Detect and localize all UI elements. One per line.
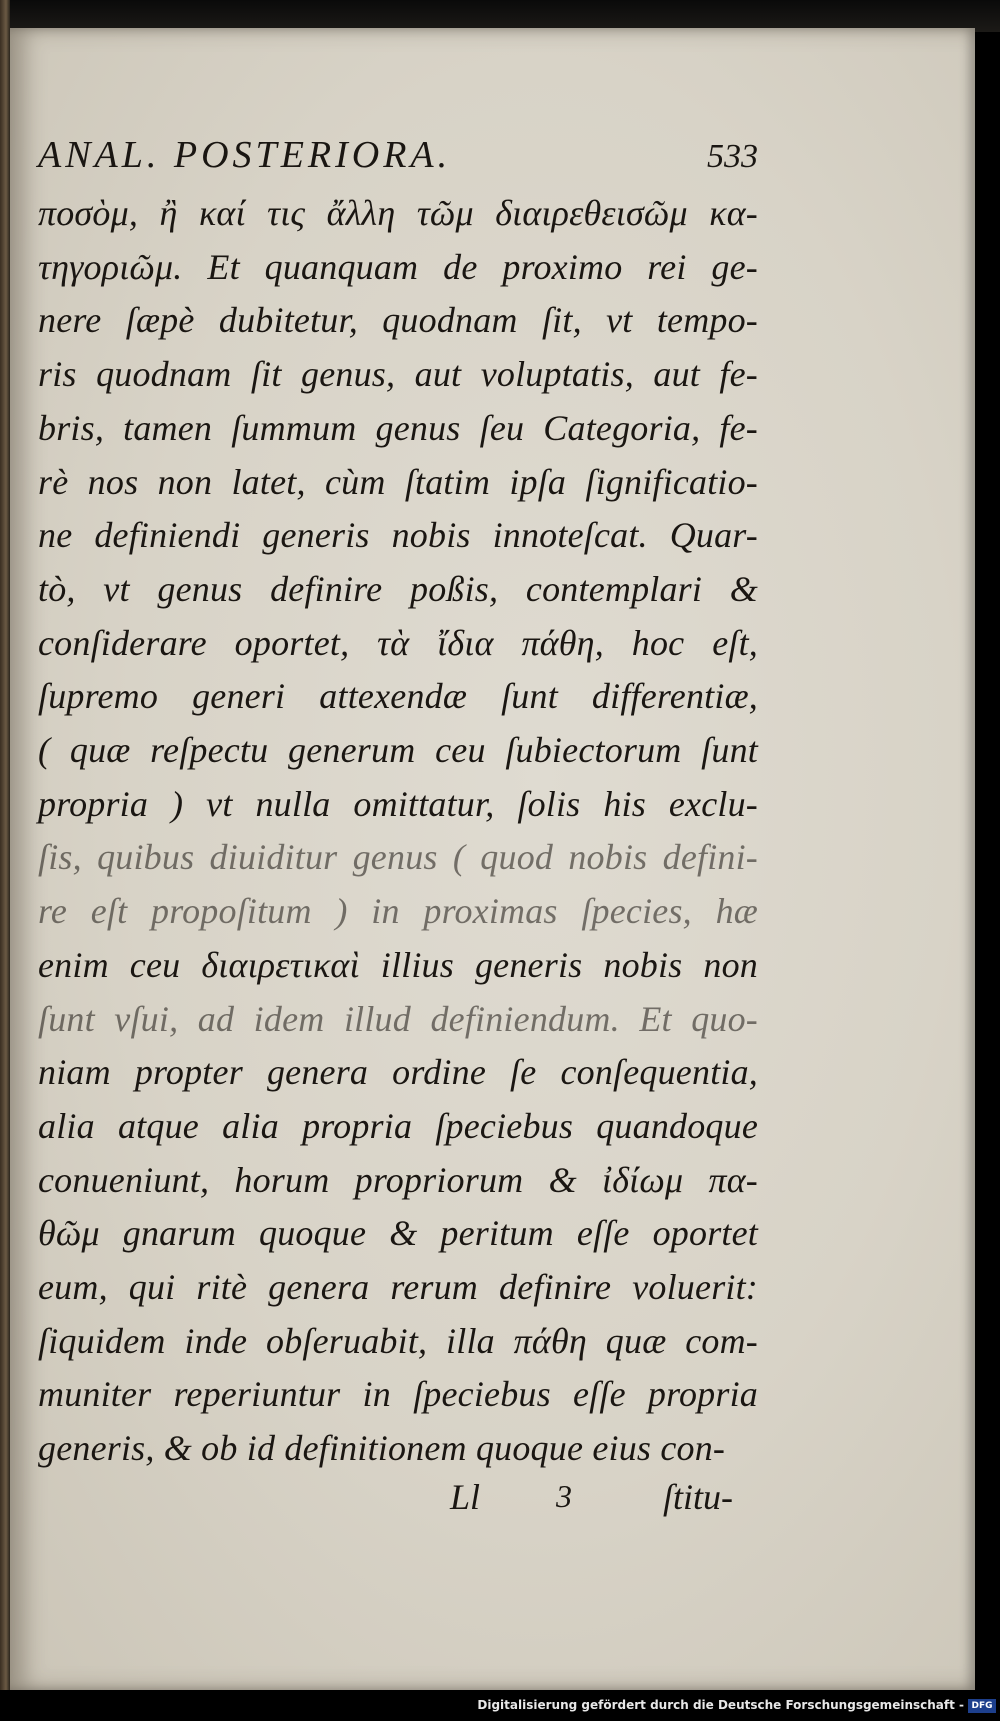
signature-row: [38, 1476, 758, 1530]
book-page: [10, 28, 975, 1690]
footer-credit: Digitalisierung gefördert durch die Deutsche Forschungsgemeinschaft -: [477, 1698, 964, 1712]
running-head: [38, 133, 758, 185]
text-line: ποσὸμ, ἢ καί τις ἄλλη τῶμ διαιρεθεισῶμ κα-: [38, 193, 758, 233]
text-line: niam propter genera ordine ſe conſequentia,: [38, 1052, 758, 1093]
text-line: ſupremo generi attexendæ ſunt differentiæ,: [38, 676, 758, 717]
book-edge: [0, 0, 10, 1690]
text-line: conſiderare oportet, τὰ ἴδια πάθη, hoc eſt,: [38, 622, 758, 663]
text-line: θῶμ gnarum quoque & peritum eſſe oportet: [38, 1213, 758, 1254]
text-line: ſis, quibus diuiditur genus ( quod nobis defini-: [38, 837, 758, 878]
text-line: nere ſæpè dubitetur, quodnam ſit, vt tempo-: [38, 300, 758, 341]
text-line: τηγοριῶμ. Et quanquam de proximo rei ge-: [38, 246, 758, 287]
signature-number: 3: [556, 1477, 572, 1514]
text-line: generis, & ob id definitionem quoque eius con-: [38, 1428, 726, 1469]
text-line: muniter reperiuntur in ſpeciebus eſſe propria: [38, 1374, 758, 1415]
signature-mark: Ll: [450, 1476, 481, 1517]
text-lines: [38, 187, 758, 1476]
text-line: re eſt propoſitum ) in proximas ſpecies, hæ: [38, 891, 758, 932]
text-line: propria ) vt nulla omittatur, ſolis his exclu-: [38, 783, 758, 824]
text-line: ris quodnam ſit genus, aut voluptatis, aut fe-: [38, 354, 758, 395]
text-line: tò, vt genus definire poßis, contemplari &: [38, 568, 758, 609]
text-line: enim ceu διαιρετικαὶ illius generis nobis non: [38, 944, 758, 985]
text-line: ſiquidem inde obſeruabit, illa πάθη quæ com-: [38, 1320, 758, 1361]
footer-bar: [0, 1690, 1000, 1721]
running-title: ANAL. POSTERIORA.: [38, 134, 452, 176]
text-line: ne definiendi generis nobis innoteſcat. Quar-: [38, 515, 758, 556]
text-line: eum, qui ritè genera rerum definire voluerit:: [38, 1267, 758, 1308]
folio-number: 533: [707, 138, 758, 175]
catchword: ſtitu-: [663, 1476, 733, 1517]
text-line: bris, tamen ſummum genus ſeu Categoria, fe-: [38, 407, 758, 448]
text-line: alia atque alia propria ſpeciebus quandoque: [38, 1105, 758, 1146]
dfg-logo: DFG: [968, 1699, 996, 1713]
text-line: ſunt vſui, ad idem illud definiendum. Et quo-: [38, 998, 758, 1039]
text-line: ( quæ reſpectu generum ceu ſubiectorum ſunt: [38, 730, 758, 771]
text-line: rè nos non latet, cùm ſtatim ipſa ſignificatio-: [38, 461, 758, 502]
text-line: conueniunt, horum propriorum & ἰδίωμ πα-: [38, 1159, 758, 1200]
text-block: [38, 133, 758, 1530]
